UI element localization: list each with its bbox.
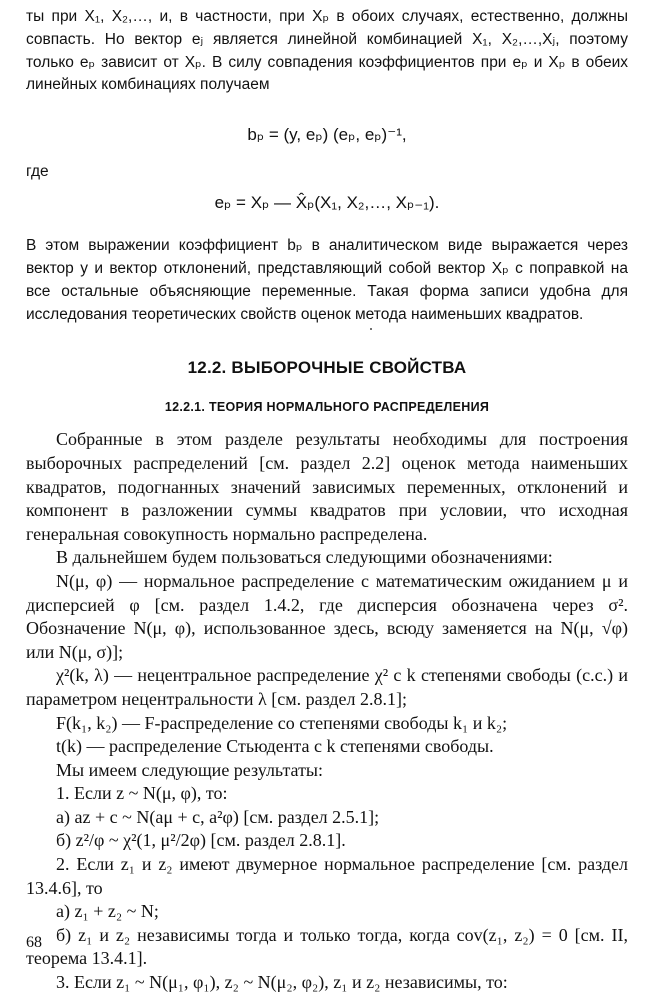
result-2: 2. Если z₁ и z₂ имеют двумерное нормальное распределение [см. раздел 13.4.6], то bbox=[26, 854, 628, 898]
page-content bbox=[26, 6, 628, 995]
formula-b: bₚ = (y, eₚ) (eₚ, eₚ)⁻¹, bbox=[247, 125, 407, 145]
result-1b: б) z²/φ ~ χ²(1, μ²/2φ) [см. раздел 2.8.1]. bbox=[56, 830, 346, 851]
body-paragraph-2: В дальнейшем будем пользоваться следующими обозначениями: bbox=[56, 547, 553, 568]
subsection-heading: 12.2.1. ТЕОРИЯ НОРМАЛЬНОГО РАСПРЕДЕЛЕНИЯ bbox=[164, 400, 490, 415]
notation-chi2: χ²(k, λ) — нецентральное распределение χ² с k степенями свободы (с.с.) и параметром нецентральности λ [см. раздел 2.8.1]; bbox=[26, 665, 628, 709]
scan-speck bbox=[370, 328, 372, 330]
notation-t: t(k) — распределение Стьюдента с k степенями свободы. bbox=[56, 736, 494, 757]
page-number: 68 bbox=[26, 934, 42, 951]
result-3: 3. Если z₁ ~ N(μ₁, φ₁), z₂ ~ N(μ₂, φ₂), z₁ и z₂ независимы, то: bbox=[56, 972, 508, 993]
results-intro: Мы имеем следующие результаты: bbox=[56, 759, 324, 780]
formula-e: eₚ = Xₚ — X̂ₚ(X₁, X₂,…, Xₚ₋₁). bbox=[214, 193, 440, 213]
notation-f: F(k₁, k₂) — F-распределение со степенями свободы k₁ и k₂; bbox=[56, 712, 508, 733]
result-2b: б) z₁ и z₂ независимы тогда и только тогда, когда cov(z₁, z₂) = 0 [см. II, теорема 13.4.1]. bbox=[26, 924, 628, 969]
notation-normal: N(μ, φ) — нормальное распределение с математическим ожиданием μ и дисперсией φ [см. раздел 1.4.2, где дисперсия обозначена через σ². Обозначение N(μ, φ), использованное здесь, всюду заменяется на N(μ, √φ) или N(μ, σ)]; bbox=[26, 570, 628, 662]
intro-paragraph-2: В этом выражении коэффициент bₚ в аналитическом виде выражается через вектор y и вектор отклонений, представляющий собой вектор Xₚ с поправкой на все остальные объясняющие переменные. Такая форма записи удобна для исследования теоретических свойств оценок метода наименьших квадратов. bbox=[26, 237, 628, 323]
result-1a: а) az + c ~ N(aμ + c, a²φ) [см. раздел 2.5.1]; bbox=[56, 806, 380, 827]
body-paragraph-1: Собранные в этом разделе результаты необходимы для построения выборочных распределений [см. раздел 2.2] оценок метода наименьших квадратов, подогнанных значений зависимых переменных, отклонений и компонент в разложении суммы квадратов при условии, что исходная генеральная совокупность нормально распределена. bbox=[26, 429, 628, 544]
result-1: 1. Если z ~ N(μ, φ), то: bbox=[56, 783, 228, 804]
where-label: где bbox=[26, 163, 49, 181]
section-heading: 12.2. ВЫБОРОЧНЫЕ СВОЙСТВА bbox=[187, 358, 467, 378]
intro-paragraph: ты при X₁, X₂,…, и, в частности, при Xₚ в обоих случаях, естественно, должны совпасть. Но вектор eⱼ является линейной комбинацией X₁, X₂,…,Xⱼ, поэтому только eₚ зависит от Xₚ. В силу совпадения коэффициентов при eₚ и Xₚ в обеих линейных комбинациях получаем bbox=[26, 8, 628, 94]
result-2a: а) z₁ + z₂ ~ N; bbox=[56, 901, 159, 922]
